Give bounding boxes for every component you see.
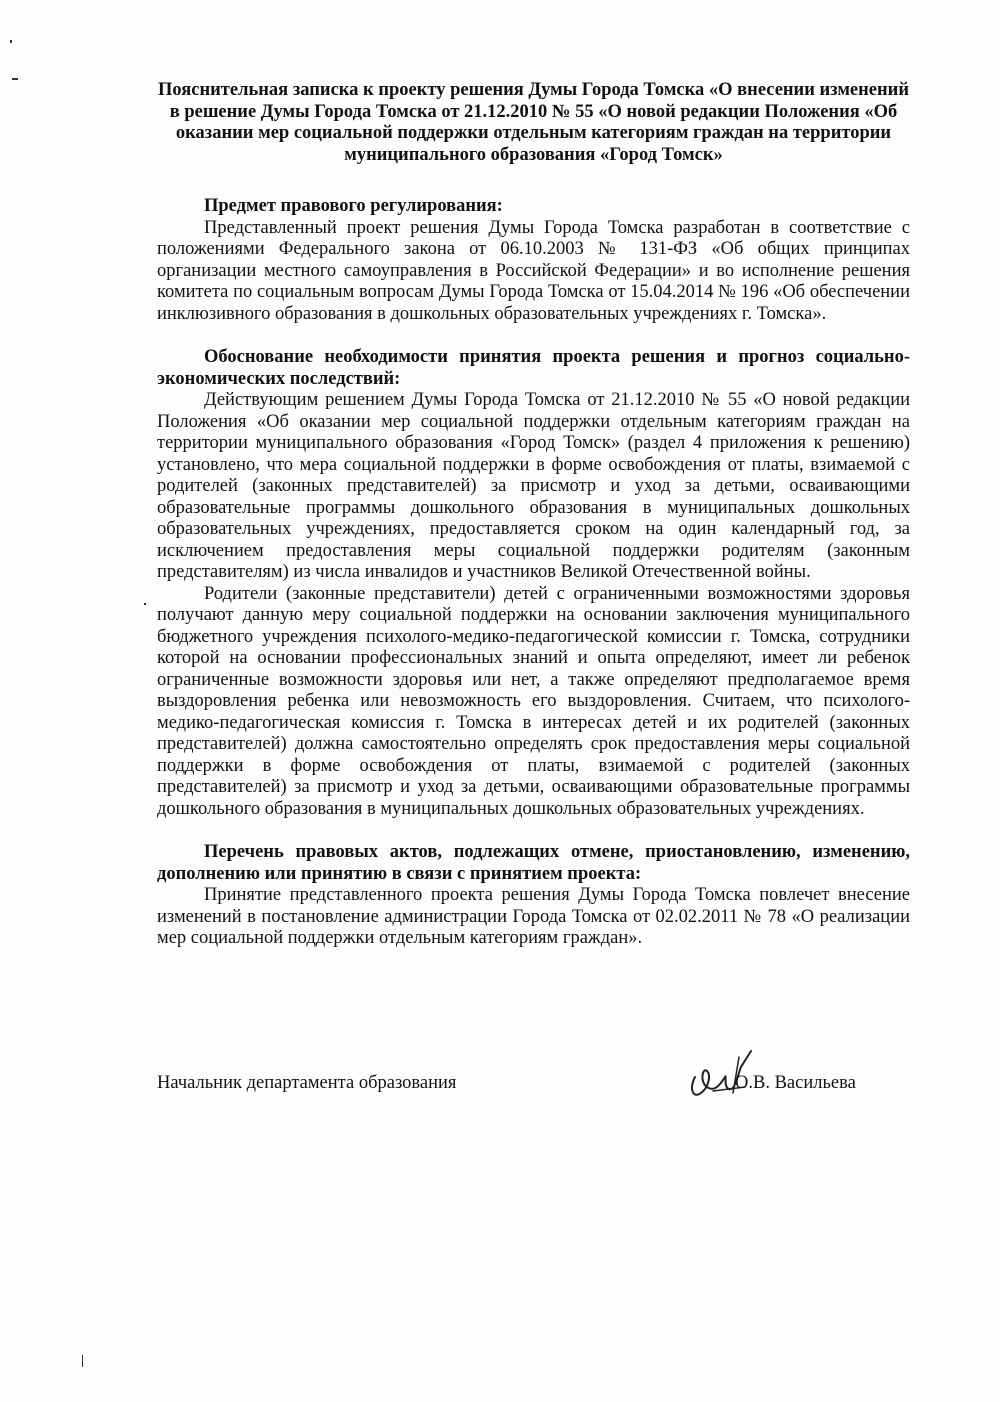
section-justification (157, 347, 910, 820)
section-paragraph: Представленный проект решения Думы Города Томска разработан в соответствие с положениями Федерального закона от 06.10.2003 № 131-ФЗ «Об общих принципах организации местного самоуправления в Российской Федерации» и во исполнение решения комитета по социальным вопросам Думы Города Томска от 15.04.2014 № 196 «Об обеспечении инклюзивного образования в дошкольных образовательных учреждениях г. Томска». (157, 217, 910, 324)
section-heading: Перечень правовых актов, подлежащих отмене, приостановлению, изменению, дополнению или принятию в связи с принятием проекта: (157, 842, 910, 884)
section-paragraph: Действующим решением Думы Города Томска от 21.12.2010 № 55 «О новой редакции Положения «Об оказании мер социальной поддержки отдельным категориям граждан на территории муниципального образования «Город Томск» (раздел 4 приложения к решению) установлено, что мера социальной поддержки в форме освобождения от платы, взимаемой с родителей (законных представителей) за присмотр и уход за детьми, осваивающими образовательные программы дошкольного образования в муниципальных дошкольных образовательных учреждениях, предоставляется сроком на один календарный год, за исключением предоставления меры социальной поддержки родителям (законным представителям) из числа инвалидов и участников Великой Отечественной войны. (157, 390, 910, 582)
section-paragraph: Родители (законные представители) детей с ограниченными возможностями здоровья получают данную меру социальной поддержки на основании заключения муниципального бюджетного учреждения психолого-медико-педагогической комиссии г. Томска, сотрудники которой на основании профессиональных знаний и опыта определяют, имеет ли ребенок ограниченные возможности здоровья или нет, а также определяют предполагаемое время выздоровления ребенка или невозможность его выздоровления. Считаем, что психолого-медико-педагогическая комиссия г. Томска в интересах детей и их родителей (законных представителей) должна самостоятельно определять срок предоставления меры социальной поддержки в форме освобождения от платы, взимаемой с родителей (законных представителей) за присмотр и уход за детьми, осваивающими образовательные программы дошкольного образования в муниципальных дошкольных образовательных учреждениях. (157, 583, 910, 819)
section-heading: Обоснование необходимости принятия проекта решения и прогноз социально-экономических последствий: (157, 347, 910, 389)
document-body (157, 80, 910, 972)
scan-speck (10, 40, 12, 43)
signature-block (157, 1065, 910, 1105)
scan-speck (82, 1355, 83, 1367)
signatory-position: Начальник департамента образования (157, 1073, 457, 1093)
signatory-name: О.В. Васильева (735, 1073, 856, 1093)
scan-speck (12, 78, 18, 80)
section-paragraph: Принятие представленного проекта решения Думы Города Томска повлечет внесение изменений в постановление администрации Города Томска от 02.02.2011 № 78 «О реализации мер социальной поддержки отдельным категориям граждан». (157, 885, 910, 948)
section-legal-acts-list (157, 842, 910, 950)
scan-speck (144, 603, 146, 605)
document-title: Пояснительная записка к проекту решения Думы Города Томска «О внесении изменений в решение Думы Города Томска от 21.12.2010 № 55 «О новой редакции Положения «Об оказании мер социальной поддержки отдельным категориям граждан на территории муниципального образования «Город Томск» (157, 80, 909, 165)
section-legal-regulation-subject (157, 196, 910, 325)
section-heading: Предмет правового регулирования: (204, 196, 503, 216)
